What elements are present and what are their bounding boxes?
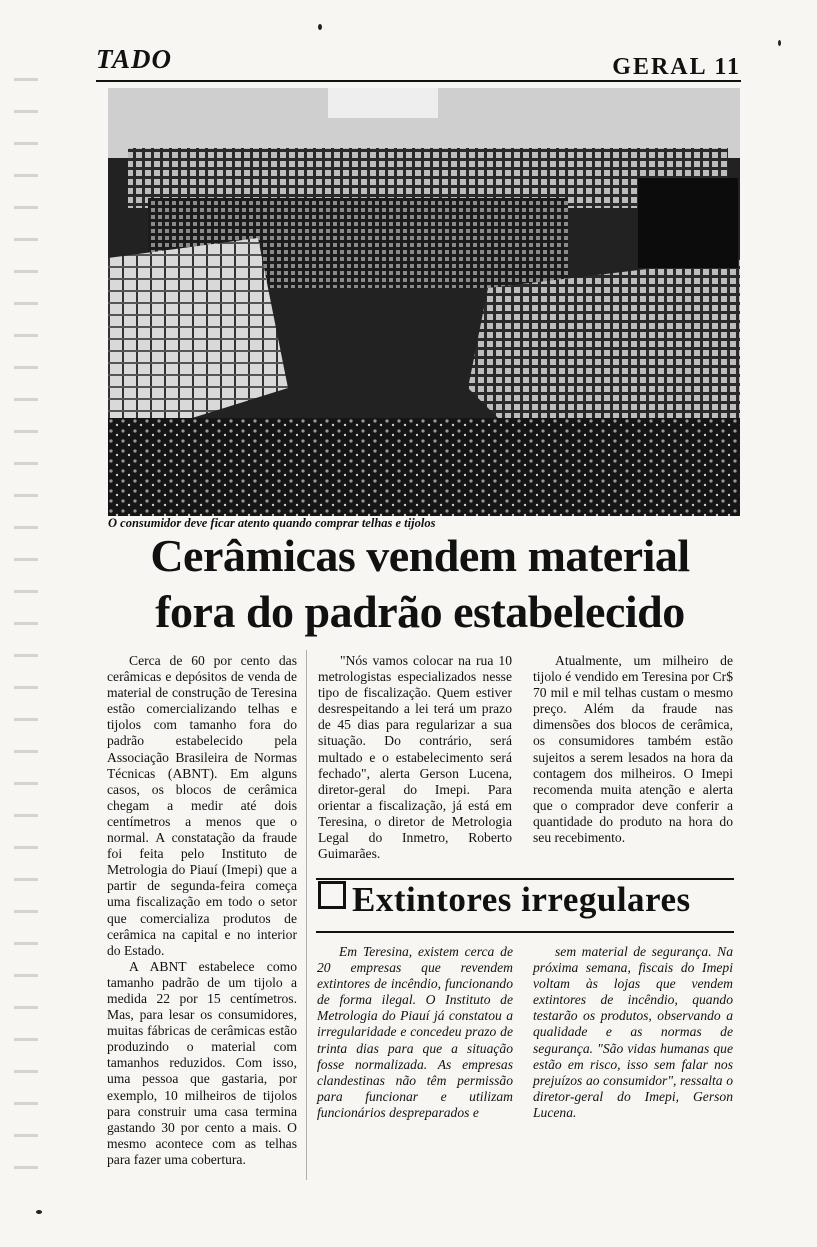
column-divider <box>306 650 307 1180</box>
section-page-label: GERAL 11 <box>612 54 741 80</box>
headline-line-1: Cerâmicas vendem material <box>150 530 690 581</box>
article-paragraph: Cerca de 60 por cento das cerâmicas e depósitos de venda de material de construção de Teresina estão comercializando telhas e tijolos com tamanho fora do padrão estabelecido pela Associação Brasileira de Normas Técnicas (ABNT). Em alguns casos, os blocos de cerâmica chegam a medir até dois centímetros a menos que o normal. A constatação da fraude foi feita pelo Instituto de Metrologia do Piauí (Imepi) que a partir de segunda-feira começa uma fiscalização em todo o setor que comercializa produtos de cerâmica na capital e no interior do Estado. <box>107 653 297 958</box>
article-column-2 <box>318 653 512 862</box>
box-paragraph: Em Teresina, existem cerca de 20 empresas que revendem extintores de incêndio, funcionando de forma ilegal. O Instituto de Metrologia do Piauí já constatou a irregularidade e concedeu prazo de trinta dias para que a situação fosse normalizada. As empresas clandestinas não têm permissão para funcionar e utilizam funcionários despreparados e <box>317 944 513 1120</box>
box-paragraph: sem material de segurança. Na próxima semana, fiscais do Imepi voltam às lojas que vendem extintores de incêndio, quando testarão os produtos, observando a qualidade e as normas de segurança. "São vidas humanas que estão em risco, isso sem falar nos prejuízos ao consumidor", ressalta o diretor-geral do Imepi, Gerson Lucena. <box>533 944 733 1120</box>
box-headline-text: Extintores irregulares <box>352 880 691 919</box>
article-column-1 <box>107 653 297 1168</box>
print-speck <box>36 1210 42 1214</box>
headline <box>100 528 740 640</box>
box-column-1 <box>317 944 513 1121</box>
binder-hole-marks <box>14 60 38 1180</box>
square-bullet-icon <box>318 881 346 909</box>
photo-bricks-illustration <box>108 88 740 516</box>
print-speck <box>778 40 781 46</box>
masthead-left: TADO <box>96 44 173 74</box>
news-photo <box>108 88 740 516</box>
article-paragraph: "Nós vamos colocar na rua 10 metrologistas especializados nesse tipo de fiscalização. Quem estiver desrespeitando a lei terá um prazo de 45 dias para regularizar a sua situação. Do contrário, será multado e o estabelecimento será fechado", alerta Gerson Lucena, diretor-geral do Imepi. Para orientar a fiscalização, já está em Teresina, o diretor de Metrologia Legal do Inmetro, Roberto Guimarães. <box>318 653 512 862</box>
photo-caption: O consumidor deve ficar atento quando comprar telhas e tijolos <box>108 516 436 530</box>
box-column-2 <box>533 944 733 1121</box>
box-bottom-rule <box>316 931 734 933</box>
print-speck <box>318 24 322 30</box>
headline-line-2: fora do padrão estabelecido <box>155 586 685 637</box>
article-paragraph: A ABNT estabelece como tamanho padrão de um tijolo a medida 22 por 15 centímetros. Mas, para lesar os consumidores, muitas fábricas de cerâmicas estão produzindo o material com tamanhos reduzidos. Com isso, uma pessoa que gastaria, por exemplo, 10 milheiros de tijolos para construir uma casa termina gastando 30 por cento a mais. O mesmo acontece com as telhas para fazer uma cobertura. <box>107 958 297 1167</box>
article-paragraph: Atualmente, um milheiro de tijolo é vendido em Teresina por Cr$ 70 mil e mil telhas custam o mesmo preço. Além da fraude nas dimensões dos blocos de cerâmica, os consumidores também estão sujeitos a serem lesados na hora da contagem dos milheiros. O Imepi recomenda muita atenção e alerta que o comprador deve conferir a quantidade do produto na hora do seu recebimento. <box>533 653 733 846</box>
masthead-rule <box>96 80 741 82</box>
box-headline <box>318 880 734 920</box>
article-column-3 <box>533 653 733 846</box>
